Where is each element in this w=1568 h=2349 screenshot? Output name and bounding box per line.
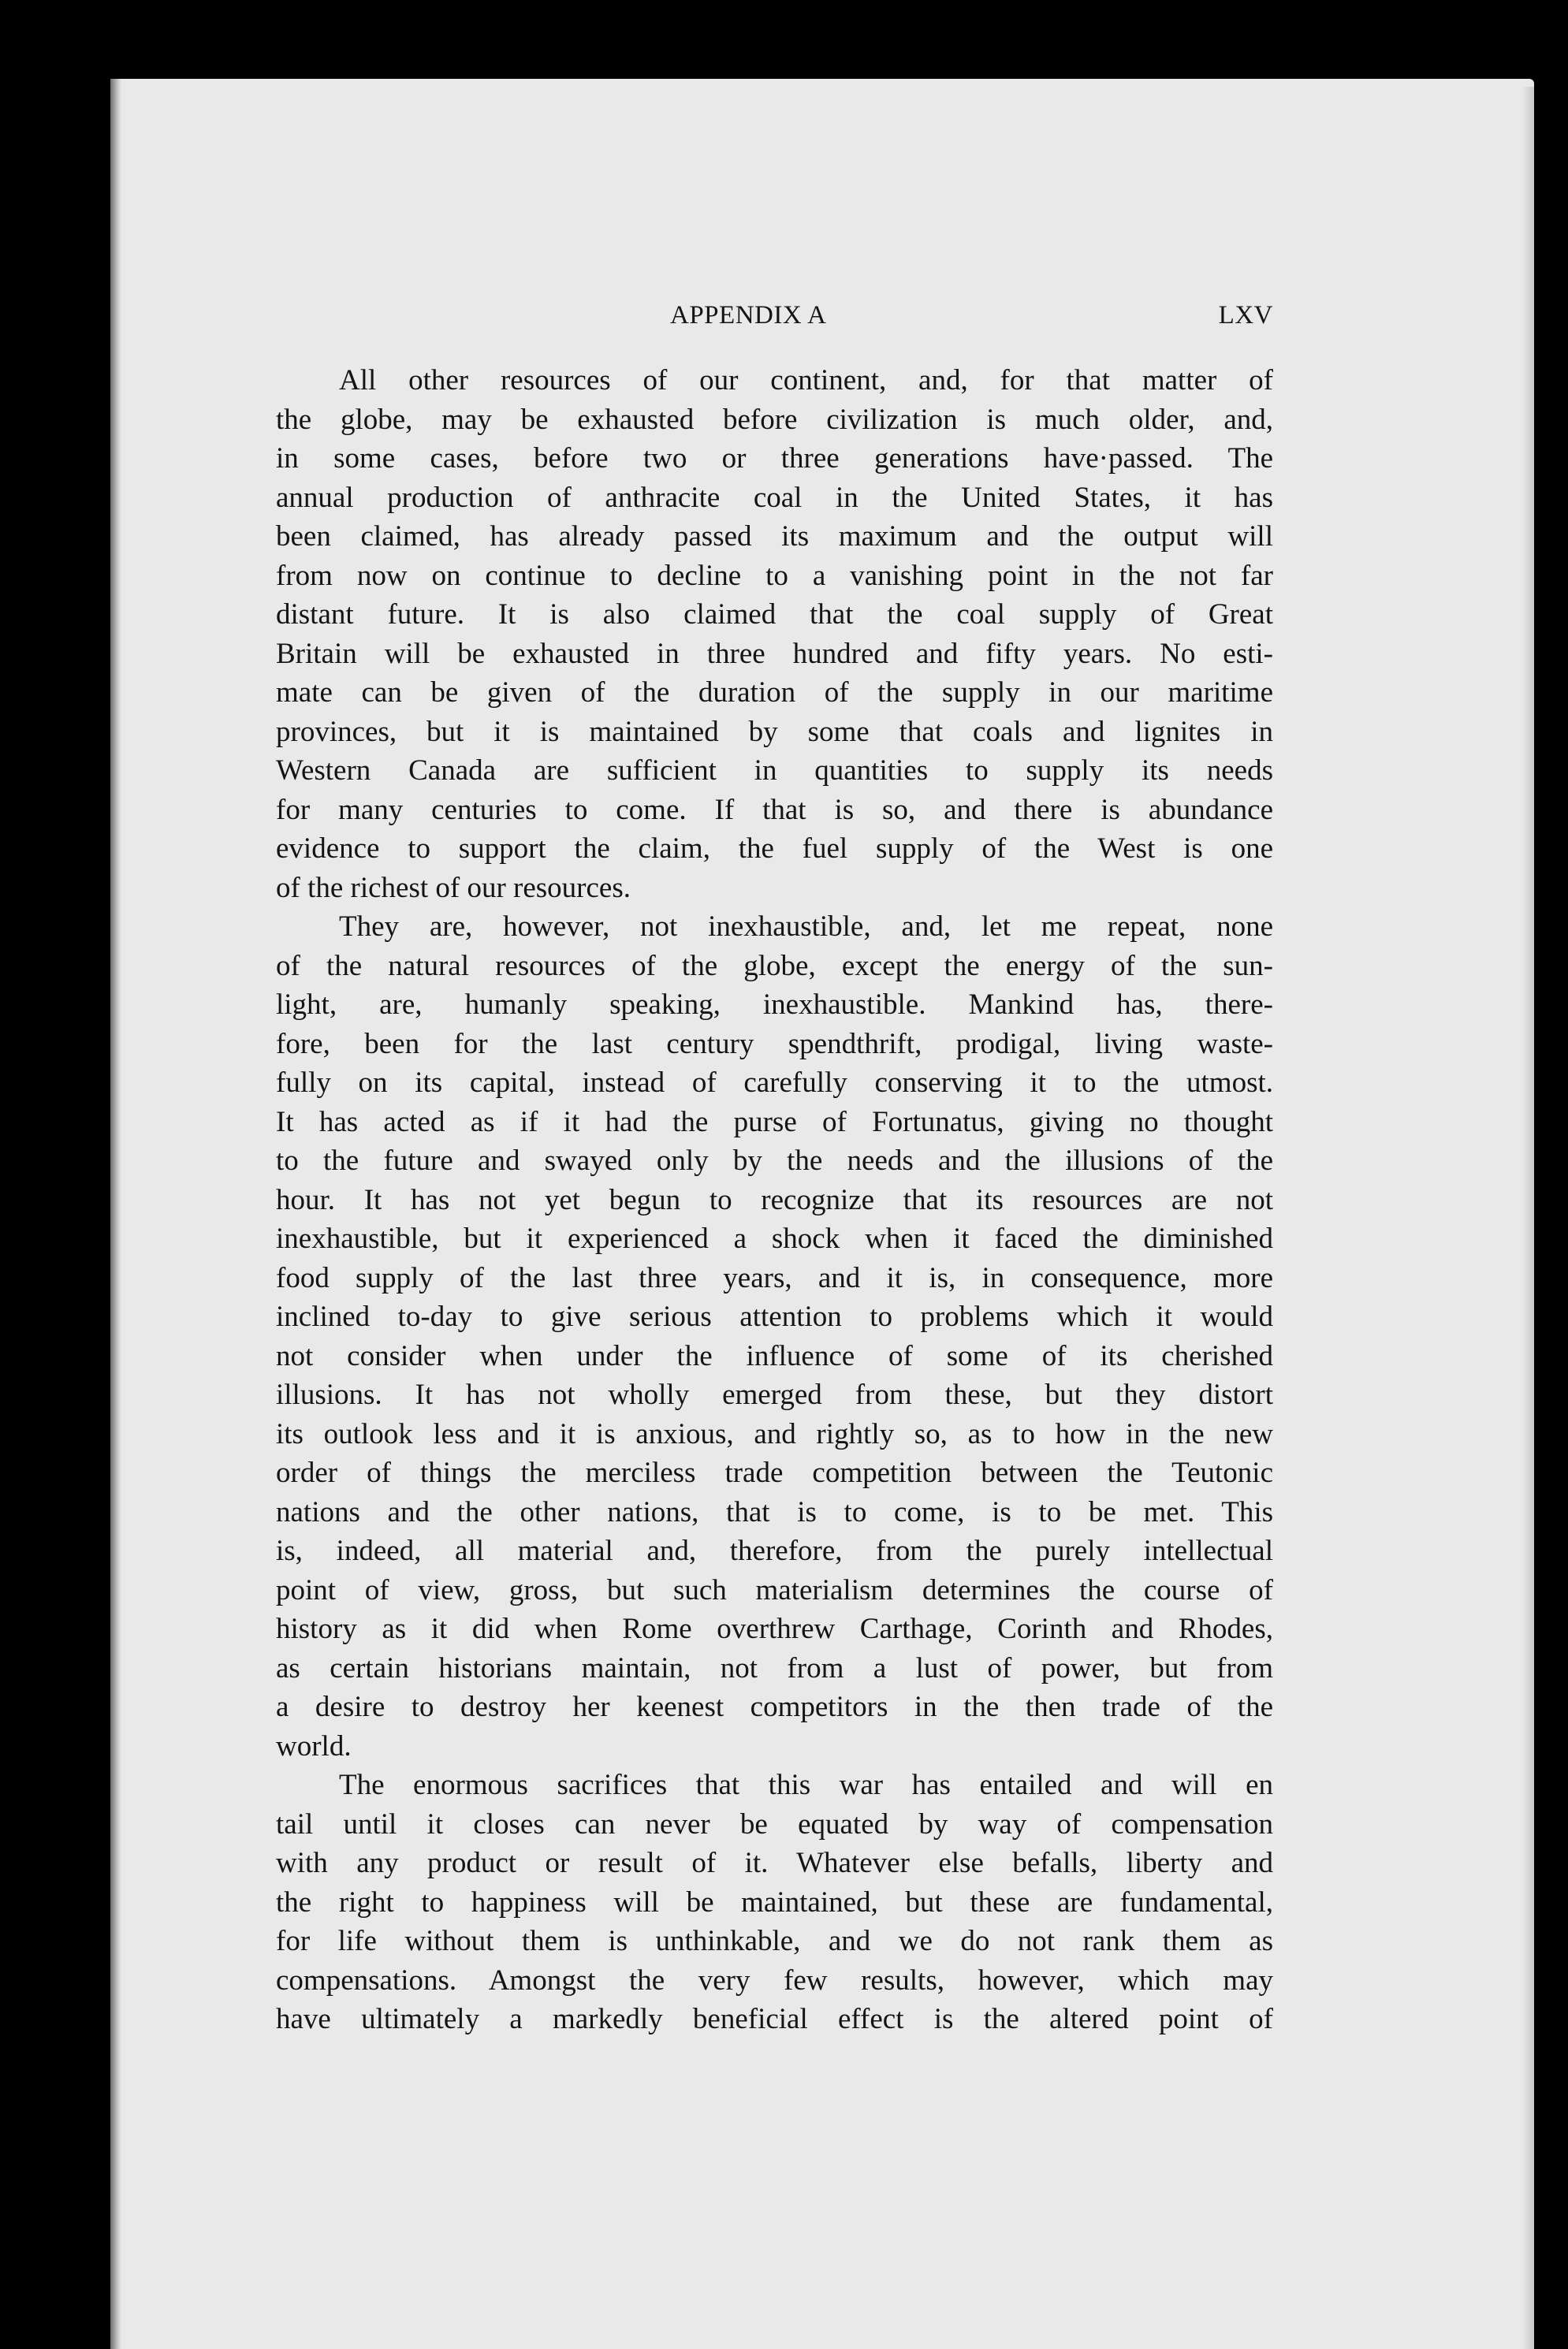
text-line: annual production of anthracite coal in the United States, it has — [276, 481, 1273, 514]
text-line: Western Canada are sufficient in quantities to supply its needs — [276, 754, 1273, 787]
running-head — [276, 301, 1273, 337]
text-line: have ultimately a markedly beneficial effect is the altered point of — [276, 2003, 1273, 2035]
text-line: as certain historians maintain, not from a lust of power, but from — [276, 1651, 1273, 1685]
text-line: distant future. It is also claimed that the coal supply of Great — [276, 598, 1273, 631]
text-line: of the natural resources of the globe, except the energy of the sun- — [276, 949, 1273, 982]
text-line: tail until it closes can never be equated by way of compensation — [276, 1807, 1273, 1841]
running-head-title: APPENDIX A — [670, 301, 827, 329]
body-text — [276, 361, 1273, 2039]
text-line: with any product or result of it. Whatever else befalls, liberty and — [276, 1847, 1273, 1879]
text-line: inexhaustible, but it experienced a shock when it faced the diminished — [276, 1223, 1273, 1255]
text-line: for many centuries to come. If that is so, and there is abundance — [276, 793, 1273, 826]
text-line: inclined to-day to give serious attention to problems which it would — [276, 1301, 1273, 1333]
text-line: not consider when under the influence of some of its cherished — [276, 1339, 1273, 1372]
text-line: world. — [276, 1729, 352, 1763]
text-line: for life without them is unthinkable, and we do not rank them as — [276, 1925, 1273, 1957]
text-line: is, indeed, all material and, therefore, from the purely intellectual — [276, 1535, 1273, 1567]
text-line: to the future and swayed only by the needs and the illusions of the — [276, 1145, 1273, 1177]
page-number: LXV — [1218, 301, 1273, 329]
text-line: compensations. Amongst the very few results, however, which may — [276, 1964, 1273, 1997]
text-line: its outlook less and it is anxious, and rightly so, as to how in the new — [276, 1417, 1273, 1450]
text-line: food supply of the last three years, and it is, in consequence, more — [276, 1261, 1273, 1294]
paragraph-3 — [276, 1766, 1273, 2039]
text-line: from now on continue to decline to a vanishing point in the not far — [276, 559, 1273, 592]
text-line: All other resources of our continent, and, for that matter of — [339, 364, 1273, 396]
text-line: the right to happiness will be maintained, but these are fundamental, — [276, 1886, 1273, 1919]
text-line: It has acted as if it had the purse of Fortunatus, giving no thought — [276, 1105, 1273, 1138]
text-line: Britain will be exhausted in three hundred and fifty years. No esti- — [276, 637, 1273, 670]
page-binding-edge — [110, 79, 121, 2349]
text-line: light, are, humanly speaking, inexhaustible. Mankind has, there- — [276, 988, 1273, 1021]
text-line: illusions. It has not wholly emerged from these, but they distort — [276, 1379, 1273, 1411]
text-line: fore, been for the last century spendthrift, prodigal, living waste- — [276, 1027, 1273, 1060]
text-line: order of things the merciless trade competition between the Teutonic — [276, 1457, 1273, 1489]
text-line: been claimed, has already passed its maximum and the output will — [276, 520, 1273, 553]
paragraph-2 — [276, 907, 1273, 1766]
text-line: They are, however, not inexhaustible, and, let me repeat, none — [339, 910, 1273, 943]
page-right-edge — [1521, 87, 1534, 2349]
text-line: in some cases, before two or three generations have·passed. The — [276, 442, 1273, 475]
text-line: a desire to destroy her keenest competitors in the then trade of the — [276, 1691, 1273, 1723]
text-line: The enormous sacrifices that this war has entailed and will en — [339, 1769, 1273, 1801]
text-line: hour. It has not yet begun to recognize that its resources are not — [276, 1183, 1273, 1216]
text-line: of the richest of our resources. — [276, 871, 631, 904]
text-line: provinces, but it is maintained by some that coals and lignites in — [276, 715, 1273, 748]
text-line: fully on its capital, instead of carefully conserving it to the utmost. — [276, 1067, 1273, 1099]
text-line: mate can be given of the duration of the supply in our maritime — [276, 676, 1273, 709]
text-line: history as it did when Rome overthrew Carthage, Corinth and Rhodes, — [276, 1613, 1273, 1645]
text-line: point of view, gross, but such materialism determines the course of — [276, 1573, 1273, 1606]
paragraph-1 — [276, 361, 1273, 907]
text-line: the globe, may be exhausted before civilization is much older, and, — [276, 403, 1273, 436]
text-line: evidence to support the claim, the fuel supply of the West is one — [276, 832, 1273, 865]
text-line: nations and the other nations, that is to come, is to be met. This — [276, 1495, 1273, 1528]
